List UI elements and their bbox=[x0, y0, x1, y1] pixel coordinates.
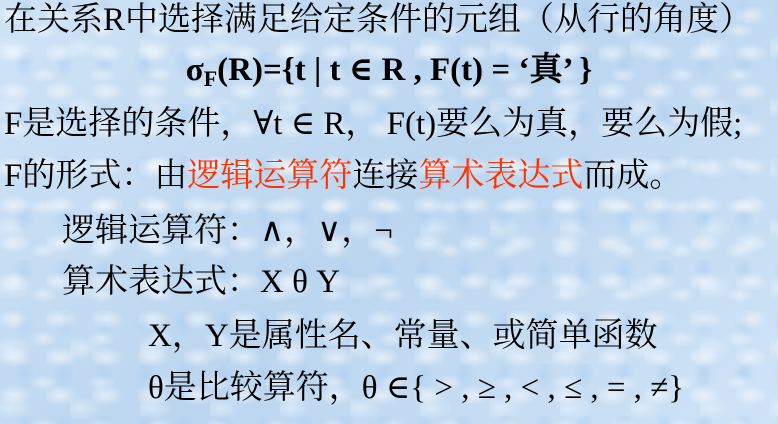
theta-definition-line: θ是比较算符，θ ∈{ > , ≥ , < , ≤ , = , ≠} bbox=[148, 370, 685, 406]
form-text bbox=[4, 156, 682, 196]
form-prefix: F的形式：由 bbox=[4, 158, 188, 194]
condition-text: F是选择的条件，∀t ∈ R， F(t)要么为真，要么为假; bbox=[4, 106, 743, 142]
arithmetic-expression-line: 算术表达式：X θ Y bbox=[62, 264, 340, 300]
formula-sigma: σ bbox=[185, 52, 204, 88]
highlight-logic-operators: 逻辑运算符 bbox=[187, 158, 353, 194]
formula-subscript: F bbox=[203, 66, 218, 91]
form-connect: 连接 bbox=[352, 158, 419, 194]
selection-formula bbox=[0, 50, 778, 93]
logic-operators-line: 逻辑运算符：∧，∨，¬ bbox=[62, 213, 393, 249]
intro-text: 在关系R中选择满足给定条件的元组（从行的角度） bbox=[4, 2, 753, 38]
formula-body: (R)={t | t ∈ R , F(t) = ‘真’ } bbox=[217, 52, 593, 88]
highlight-arithmetic-expression: 算术表达式 bbox=[418, 158, 584, 194]
form-suffix: 而成。 bbox=[583, 158, 683, 194]
xy-definition-line: X，Y是属性名、常量、或简单函数 bbox=[148, 318, 658, 354]
